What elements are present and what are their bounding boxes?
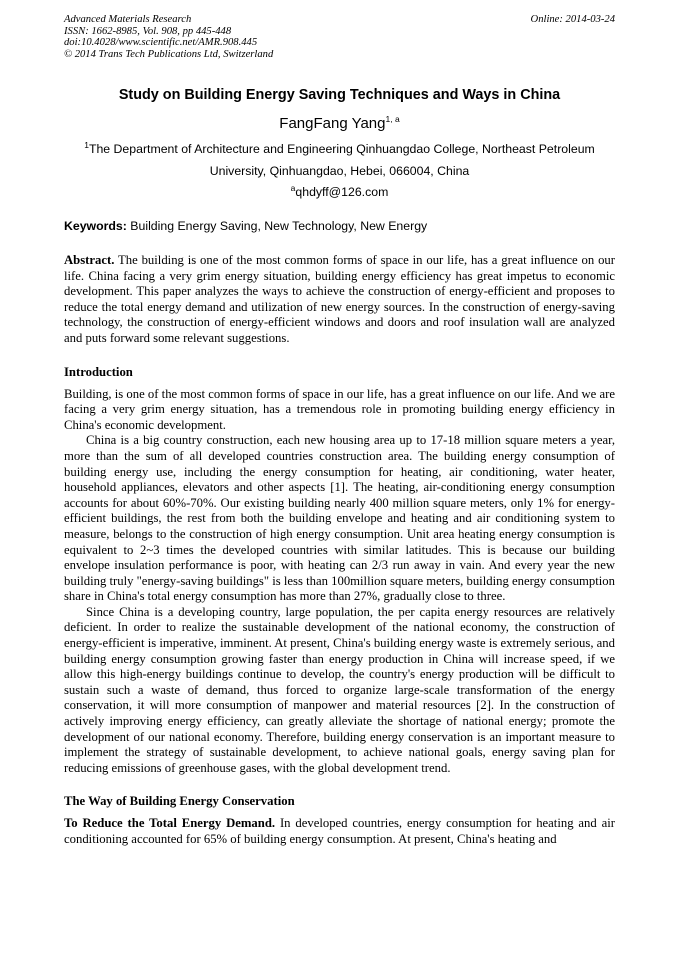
way-sub-label: To Reduce the Total Energy Demand.: [64, 816, 276, 831]
doi-line: doi:10.4028/www.scientific.net/AMR.908.445: [64, 37, 258, 48]
way-text: In developed countries, energy consumption for heating and air conditioning accounted for 65% of building energy consumption. At present, China's heating and: [64, 816, 615, 846]
abstract: [64, 253, 615, 347]
affiliation-line-1: [64, 138, 615, 160]
paper-title: Study on Building Energy Saving Techniques and Ways in China: [118, 87, 561, 103]
introduction-paragraph-3: Since China is a developing country, large population, the per capita energy resources are relatively deficient. In order to realize the sustainable development of the national economy, the construction of energy-efficient is imperative, imminent. At present, China's building energy waste is extremely serious, and building energy consumption growing faster than energy production in China will increase speed, if we allow this high-energy buildings continue to develop, the country's energy production will be difficult to sustain such a waste of demand, thus forced to organize large-scale transformation of the energy conservation, it will more consumption of manpower and material resources [2]. In the construction of actively improving energy efficiency, can greatly alleviate the shortage of national energy; promote the development of our national economy. Therefore, building energy conservation is an important measure to implement the strategy of sustainable development, to achieve national goals, energy saving plan for reducing emissions of greenhouse gases, with the global development trend.: [64, 604, 615, 775]
issn-line: ISSN: 1662-8985, Vol. 908, pp 445-448: [64, 25, 232, 37]
keywords-text: Building Energy Saving, New Technology, New Energy: [130, 219, 428, 233]
online-date: Online: 2014-03-24: [530, 14, 615, 25]
author-line: [64, 115, 615, 133]
abstract-text: The building is one of the most common forms of space in our life, has a great influence on our life. China facing a very grim energy situation, building energy efficiency has great impetus to economic development. This paper analyzes the ways to achieve the construction of energy-efficient and proposes to reduce the total energy demand and utilization of new energy sources. In the construction of energy-saving technology, the construction of energy-efficient windows and doors and roof insulation wall are analyzed and puts forward some relevant suggestions.: [64, 253, 615, 345]
keywords: [64, 218, 615, 234]
introduction-paragraph-1: Building, is one of the most common forms of space in our life, has a great influence on our life. And we are facing a very grim energy situation, has a tremendous role in promoting building energy efficiency in China's economic development.: [64, 386, 615, 432]
copyright-line: © 2014 Trans Tech Publications Ltd, Switzerland: [64, 48, 274, 60]
email-line: [64, 183, 615, 201]
abstract-label: Abstract.: [64, 253, 115, 267]
author-name: FangFang Yang: [279, 115, 386, 132]
introduction-paragraph-2: China is a big country construction, each new housing area up to 17-18 million square meters a year, more than the sum of all developed countries construction area. The building energy consumption of building energy use, including the energy consumption for heating, air conditioning, water heater, household appliances, elevators and other aspects [1]. The heating, air-conditioning energy consumption accounts for about 60%-70%. Our existing building nearly 400 million square meters, only 1% for energy-efficient buildings, the rest from both the building envelope and heating and air conditioning system to measure, belongs to the construction of high energy consumption. Unit area heating energy consumption is equivalent to 2~3 times the developed countries with similar latitudes. This is because our building envelope insulation performance is poor, with heating can 2/3 run away in vain. And every year the new building truly "energy-saving buildings" is less than 100million square meters, building energy consumption share in China's total energy consumption has more than 27%, gradually close to three.: [64, 433, 615, 604]
journal-header: [64, 14, 615, 62]
affiliation: [64, 138, 615, 182]
email-address: qhdyff@126.com: [295, 185, 389, 199]
introduction-heading: Introduction: [64, 364, 133, 379]
keywords-label: Keywords:: [64, 219, 127, 233]
paper-page: [64, 14, 615, 848]
affiliation-line-2: University, Qinhuangdao, Hebei, 066004, China: [209, 164, 470, 178]
way-paragraph: [64, 816, 615, 847]
affiliation-line-1-text: The Department of Architecture and Engineering Qinhuangdao College, Northeast Petroleum: [88, 142, 595, 156]
way-heading: The Way of Building Energy Conservation: [64, 794, 295, 809]
affiliation-sup: 1: [84, 139, 89, 150]
email-sup: a: [290, 182, 296, 193]
journal-name: Advanced Materials Research: [64, 14, 192, 25]
author-sup: 1, a: [385, 114, 400, 124]
